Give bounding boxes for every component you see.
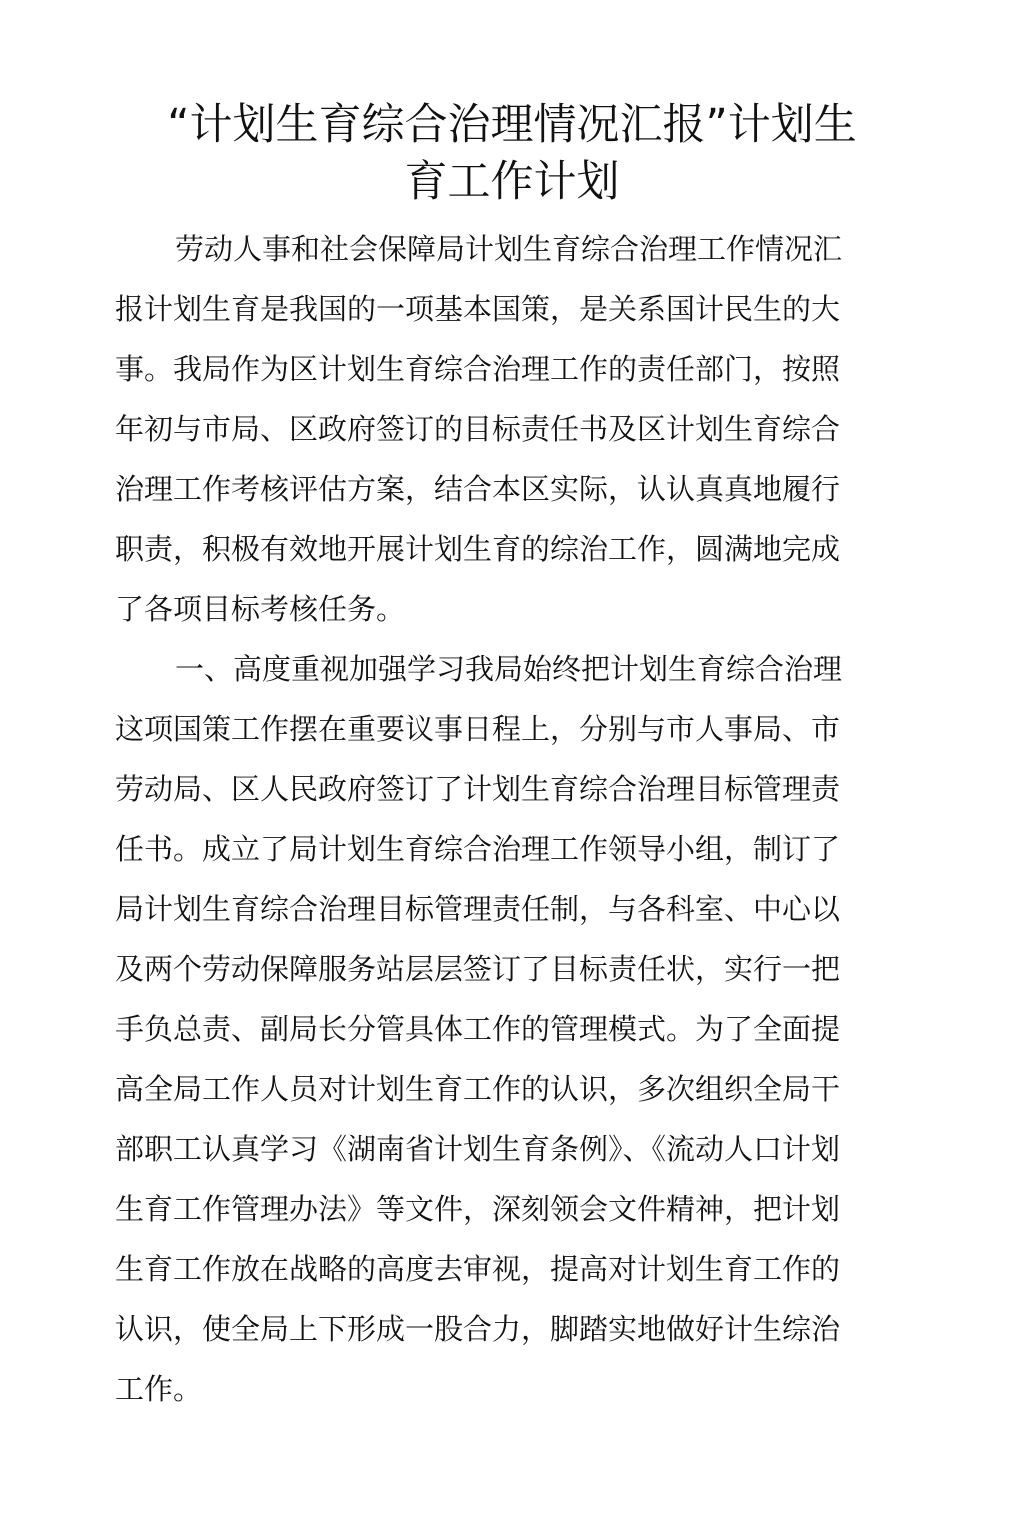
paragraph-1-line-4: 年初与市局、区政府签订的目标责任书及区计划生育综合 [115, 412, 841, 446]
paragraph-1-line-5: 治理工作考核评估方案，结合本区实际，认认真真地履行 [115, 472, 841, 506]
paragraph-1-line-2: 报计划生育是我国的一项基本国策，是关系国计民生的大 [115, 292, 841, 326]
paragraph-2-line-5: 局计划生育综合治理目标管理责任制，与各科室、中心以 [115, 892, 841, 926]
paragraph-2-line-7: 手负总责、副局长分管具体工作的管理模式。为了全面提 [115, 1012, 841, 1046]
paragraph-2-line-3: 劳动局、区人民政府签订了计划生育综合治理目标管理责 [115, 772, 841, 806]
paragraph-1-line-3: 事。我局作为区计划生育综合治理工作的责任部门，按照 [115, 352, 841, 386]
paragraph-2-line-1: 一、高度重视加强学习我局始终把计划生育综合治理 [175, 652, 843, 686]
paragraph-2-line-13: 工作。 [115, 1372, 203, 1406]
paragraph-1-line-7: 了各项目标考核任务。 [115, 592, 406, 626]
paragraph-2-line-2: 这项国策工作摆在重要议事日程上，分别与市人事局、市 [115, 712, 841, 746]
paragraph-1-line-6: 职责，积极有效地开展计划生育的综治工作，圆满地完成 [115, 532, 841, 566]
paragraph-2-line-11: 生育工作放在战略的高度去审视，提高对计划生育工作的 [115, 1252, 841, 1286]
paragraph-2-line-4: 任书。成立了局计划生育综合治理工作领导小组，制订了 [115, 832, 841, 866]
document-title-line-2: 育工作计划 [404, 157, 620, 207]
paragraph-2-line-10: 生育工作管理办法》等文件，深刻领会文件精神，把计划 [115, 1192, 841, 1226]
paragraph-2-line-6: 及两个劳动保障服务站层层签订了目标责任状，实行一把 [115, 952, 841, 986]
paragraph-1-line-1: 劳动人事和社会保障局计划生育综合治理工作情况汇 [175, 232, 843, 266]
paragraph-2-line-9: 部职工认真学习《湖南省计划生育条例》、《流动人口计划 [115, 1132, 841, 1166]
paragraph-2-line-12: 认识，使全局上下形成一股合力，脚踏实地做好计生综治 [115, 1312, 841, 1346]
paragraph-2-line-8: 高全局工作人员对计划生育工作的认识，多次组织全局干 [115, 1072, 841, 1106]
document-title-line-1: “计划生育综合治理情况汇报”计划生 [167, 100, 857, 150]
